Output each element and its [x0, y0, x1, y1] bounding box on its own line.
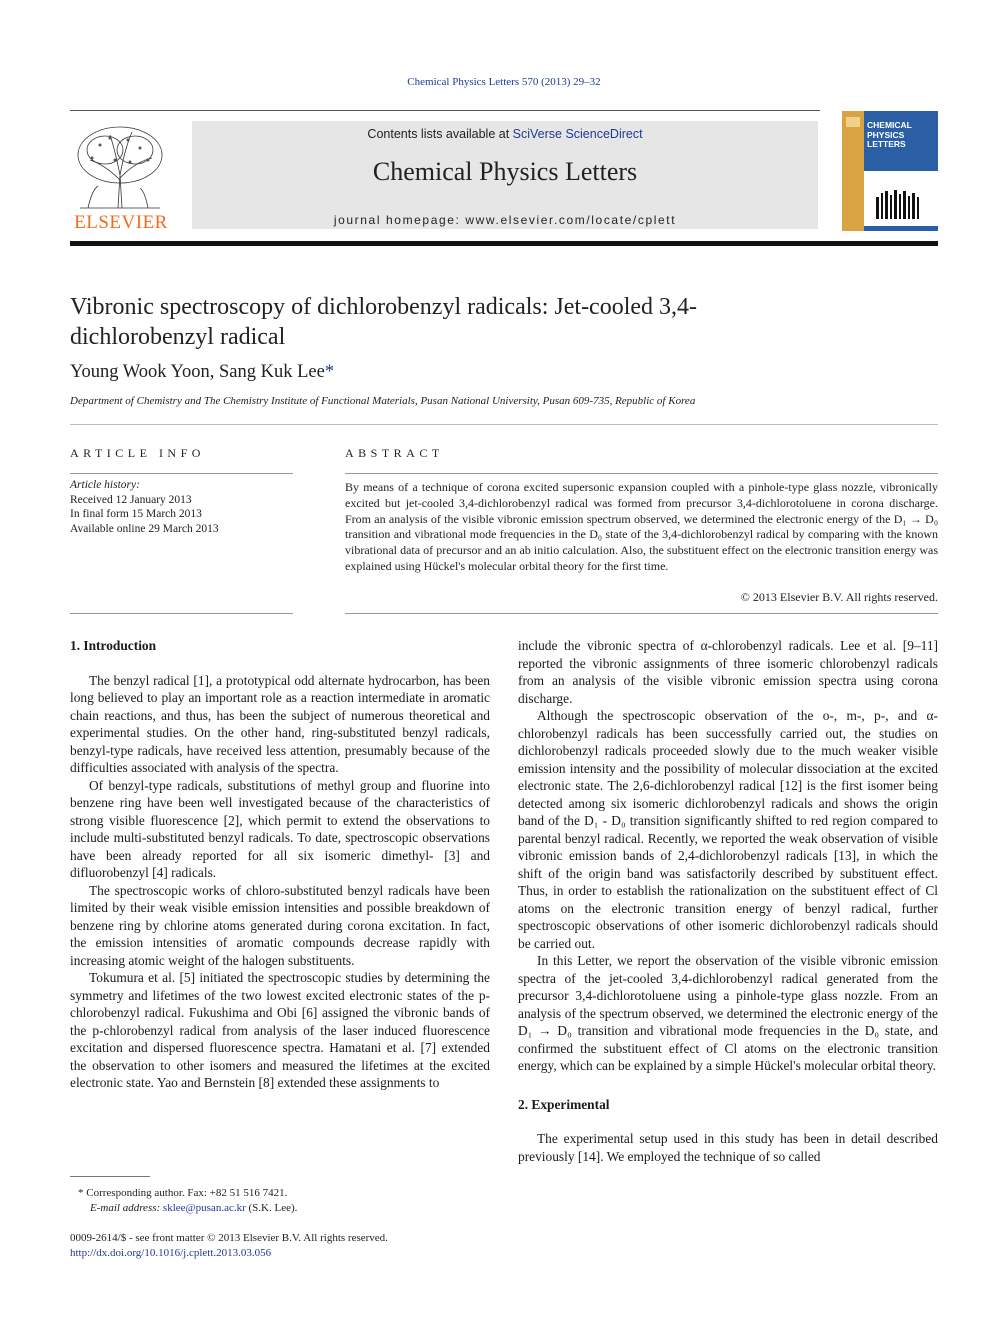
article-info-heading: ARTICLE INFO [70, 446, 205, 460]
intro-paragraph: The benzyl radical [1], a prototypical odd alternate hydrocarbon, has been long believed to play an important role as a reaction intermediate in aromatic chain reactions, and thus, has been the subject of numerous theoretical and experimental studies. On the other hand, ring-substituted benzyl radicals, benzyl-type radicals, have received less attention, presumably because of the difficulties associated with analysis of the spectra. [70, 672, 490, 775]
abstract-heading: ABSTRACT [345, 446, 444, 460]
online-date: Available online 29 March 2013 [70, 522, 219, 535]
header-divider [70, 110, 820, 111]
email-line [70, 1201, 490, 1216]
cover-title-text: CHEMICAL PHYSICS LETTERS [867, 120, 912, 149]
body-right-column [518, 637, 938, 1165]
body-left-column [70, 637, 490, 1092]
corresponding-author-footnote [70, 1186, 490, 1216]
history-label: Article history: [70, 479, 140, 491]
abstract-text: By means of a technique of corona excited supersonic expansion coupled with a pinhole-type glass nozzle, vibronically excited but jet-cooled 3,4-dichlorobenzyl radical was formed from precursor 3,4-dichlorotoluene in corona discharge. From an analysis of the visible vibronic emission spectrum observed, we determined the electronic energy of the D₁ → D₀ transition and vibrational mode frequencies in the D₀ state of the 3,4-dichlorobenzyl radical by comparing with the known vibrational data of precursor and an ab initio calculation. Also, the substituent effect on the electronic transition energy was explained using Hückel's molecular orbital theory for the first time. [345, 480, 938, 573]
footnote-divider [70, 1176, 150, 1177]
contents-line [192, 127, 818, 141]
journal-name: Chemical Physics Letters [372, 157, 638, 186]
abstract-divider [345, 473, 938, 474]
journal-citation[interactable]: Chemical Physics Letters 570 (2013) 29–32 [407, 76, 601, 88]
received-date: Received 12 January 2013 [70, 493, 192, 506]
author-names: Young Wook Yoon, Sang Kuk Lee [70, 362, 325, 382]
corresponding-author-mark[interactable]: * [324, 362, 335, 382]
publisher-logo-text[interactable]: ELSEVIER [74, 212, 168, 233]
intro-paragraph: The spectroscopic works of chloro-substituted benzyl radicals have been limited by their weak visible emission intensities and possible breakdown of benzene ring by chlorine atoms generated during corona excitation. In fact, the emission intensities of aromatic compounds decrease rapidly with increasing atomic weight of the halogen substituents. [70, 882, 490, 968]
email-label: E-mail address: [90, 1202, 163, 1214]
doi-link[interactable]: http://dx.doi.org/10.1016/j.cplett.2013.03.056 [70, 1246, 272, 1259]
article-title: Vibronic spectroscopy of dichlorobenzyl radicals: Jet-cooled 3,4-dichlorobenzyl radical [70, 294, 698, 350]
author-affiliation: Department of Chemistry and The Chemistry Institute of Functional Materials, Pusan National University, Pusan 609-735, Republic of Korea [70, 395, 696, 407]
intro-paragraph: In this Letter, we report the observation of the visible vibronic emission spectra of the jet-cooled 3,4-dichlorobenzyl radical generated from the precursor 3,4-dichlorotoluene using a pinhole-type glass nozzle. From an analysis of the spectrum observed, we determined the electronic energy of the D₁ → D₀ transition and vibrational mode frequencies in the D₀ state, and confirmed the substituent effect of Cl atoms on the electronic transition energy, which can be explained by a simple Hückel's molecular orbital theory. [518, 953, 938, 1073]
article-info-bottom-divider [70, 613, 293, 614]
article-history [70, 478, 295, 536]
experimental-heading: 2. Experimental [518, 1096, 610, 1112]
abstract-bottom-divider [345, 613, 938, 614]
sciencedirect-link[interactable]: SciVerse ScienceDirect [512, 127, 643, 141]
header-thick-divider [70, 241, 938, 246]
corresponding-author-fax: * Corresponding author. Fax: +82 51 516 7421. [78, 1187, 288, 1199]
article-info-divider [70, 473, 293, 474]
email-suffix: (S.K. Lee). [245, 1202, 298, 1214]
intro-paragraph: Although the spectroscopic observation of the o-, m-, p-, and α-chlorobenzyl radicals has been successfully carried out, the studies on dichlorobenzyl radicals proceeded slowly due to the much weaker visible emission intensity and the possibility of molecular dissociation at the excited electronic state. The 2,6-dichlorobenzyl radical [12] is the first isomer being detected among six isomeric dichlorobenzyl radicals and shows the origin band of the D₁ - D₀ transition significantly shifted to red region compared to parental benzyl radical. Recently, we reported the weak observation of visible vibronic emission bands of 2,4-dichlorobenzyl radicals [13], in which the shift of the origin band was satisfactorily described by substituent effect. Thus, in order to establish the rationalization on the substituent effect of Cl atoms on the electronic transition energy of benzyl radical, further spectroscopic observations of other isomeric dichlorobenzyl radicals should be carried out. [518, 708, 938, 951]
affiliation-divider [70, 424, 938, 425]
journal-homepage[interactable]: journal homepage: www.elsevier.com/locate/cplett [333, 213, 677, 227]
final-form-date: In final form 15 March 2013 [70, 508, 202, 520]
contents-prefix: Contents lists available at [367, 127, 513, 141]
email-link[interactable]: sklee@pusan.ac.kr [162, 1202, 246, 1214]
introduction-heading: 1. Introduction [70, 638, 157, 653]
journal-cover-thumbnail[interactable] [842, 111, 938, 231]
intro-paragraph-continued: include the vibronic spectra of α-chlorobenzyl radicals. Lee et al. [9–11] reported the vibronic assignments of three isomeric chlorobenzyl radicals from an analysis of the visible vibronic emission spectra using corona discharge. [518, 638, 938, 706]
experimental-paragraph: The experimental setup used in this study has been in detail described previously [14]. We employed the technique of so called [518, 1131, 938, 1164]
author-list [70, 362, 334, 383]
cover-title [867, 121, 912, 150]
publication-info [70, 1231, 490, 1260]
issn-line: 0009-2614/$ - see front matter © 2013 Elsevier B.V. All rights reserved. [70, 1232, 388, 1244]
intro-paragraph: Tokumura et al. [5] initiated the spectroscopic studies by determining the symmetry and lifetimes of the two lowest excited electronic states of the p-chlorobenzyl radical. Fukushima and Obi [6] assigned the vibronic bands of the p-chlorobenzyl radical from analysis of the laser induced fluorescence excitation and dispersed fluorescence spectra. Hamatani et al. [7] extended the observation to other isomers and measured the lifetimes at the excited electronic state. Yao and Bernstein [8] extended these assignments to [70, 970, 490, 1090]
intro-paragraph: Of benzyl-type radicals, substitutions of methyl group and fluorine into benzene ring have been well investigated because of the characteristics of strong visible fluorescence [2], which permit to extend the observations to include multi-substituted benzyl radicals. To date, spectroscopic observations have been already reported for all six isomeric dimethyl- [3] and difluorobenzyl [4] radicals. [70, 777, 490, 880]
abstract-copyright: © 2013 Elsevier B.V. All rights reserved. [740, 590, 938, 604]
journal-banner [192, 121, 818, 229]
